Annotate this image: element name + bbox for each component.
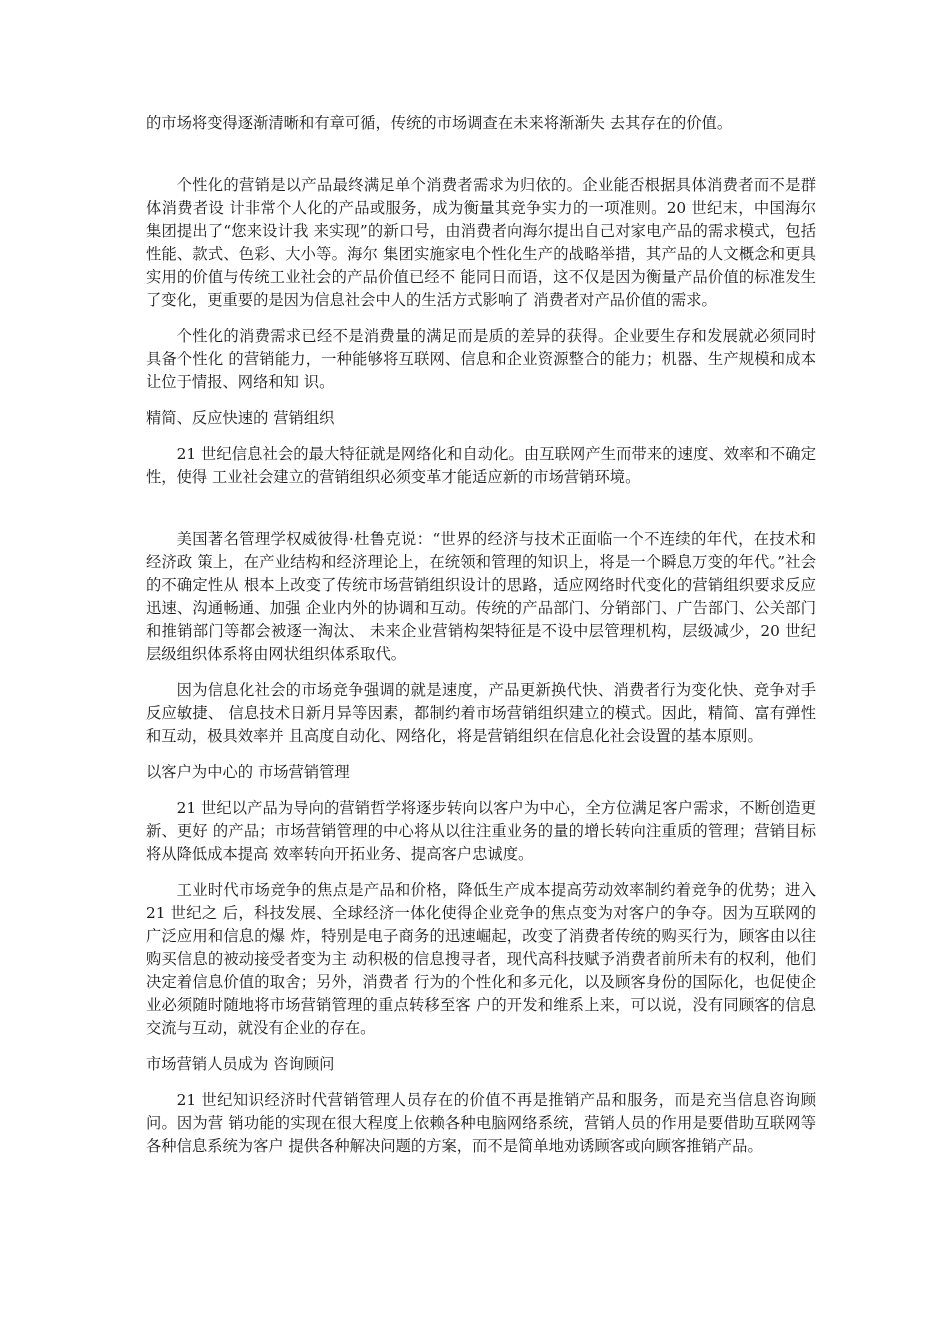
paragraph-knowledge-economy: 21 世纪知识经济时代营销管理人员存在的价值不再是推销产品和服务，而是充当信息咨询顾问。因为营 销功能的实现在很大程度上依赖各种电脑网络系统，营销人员的作用是要借助互联网等各种信息系统为客户 提供各种解决问题的方案，而不是简单地劝诱顾客或向顾客推销产品。 [146, 1091, 816, 1155]
paragraph-customer-philosophy: 21 世纪以产品为导向的营销哲学将逐步转向以客户为中心，全方位满足客户需求，不断创造更新、更好 的产品；市场营销管理的中心将从以往注重业务的量的增长转向注重质的管理；营销目标将从降低成本提高 效率转向开拓业务、提高客户忠诚度。 [146, 799, 816, 863]
paragraph-personalized-marketing: 个性化的营销是以产品最终满足单个消费者需求为归依的。企业能否根据具体消费者而不是群体消费者设 计非常个人化的产品或服务，成为衡量其竞争实力的一项准则。20 世纪末，中国海尔集团提出了“您来设计我 来实现”的新口号，由消费者向海尔提出自己对家电产品的需求模式，包括性能、款式、色彩、大小等。海尔 集团实施家电个性化生产的战略举措，其产品的人文概念和更具实用的价值与传统工业社会的产品价值已经不 能同日而语，这不仅是因为衡量产品价值的标准发生了变化，更重要的是因为信息社会中人的生活方式影响了 消费者对产品价值的需求。 [146, 176, 816, 309]
paragraph-drucker-quote: 美国著名管理学权威彼得·杜鲁克说：“世界的经济与技术正面临一个不连续的年代，在技术和经济政 策上，在产业结构和经济理论上，在统领和管理的知识上，将是一个瞬息万变的年代。”社会的不确定性从 根本上改变了传统市场营销组织设计的思路，适应网络时代变化的营销组织要求反应迅速、沟通畅通、加强 企业内外的协调和互动。传统的产品部门、分销部门、广告部门、公关部门和推销部门等都会被逐一淘汰、 未来企业营销构架特征是不设中层管理机构，层级减少，20 世纪层级组织体系将由网状组织体系取代。 [146, 530, 816, 663]
paragraph-personalized-demand: 个性化的消费需求已经不是消费量的满足而是质的差异的获得。企业要生存和发展就必须同时具备个性化 的营销能力，一种能够将互联网、信息和企业资源整合的能力；机器、生产规模和成本让位于情报、网络和知 识。 [146, 327, 816, 391]
section-heading-customer-centric: 以客户为中心的 市场营销管理 [146, 763, 350, 781]
section-heading-marketing-organization: 精简、反应快速的 营销组织 [146, 409, 335, 427]
document-page [146, 112, 816, 1158]
paragraph-industrial-competition: 工业时代市场竞争的焦点是产品和价格，降低生产成本提高劳动效率制约着竞争的优势；进入 21 世纪之 后，科技发展、全球经济一体化使得企业竞争的焦点变为对客户的争夺。因为互联网的广泛应用和信息的爆 炸，特别是电子商务的迅速崛起，改变了消费者传统的购买行为，顾客由以往购买信息的被动接受者变为主 动积极的信息搜寻者，现代高科技赋予消费者前所未有的权利，他们决定着信息价值的取舍；另外，消费者 行为的个性化和多元化，以及顾客身份的国际化，也促使企业必须随时随地将市场营销管理的重点转移至客 户的开发和维系上来，可以说，没有同顾客的信息交流与互动，就没有企业的存在。 [146, 881, 816, 1037]
paragraph-speed-competition: 因为信息化社会的市场竞争强调的就是速度，产品更新换代快、消费者行为变化快、竞争对手反应敏捷、 信息技术日新月异等因素，都制约着市场营销组织建立的模式。因此，精简、富有弹性和互动，极具效率并 且高度自动化、网络化，将是营销组织在信息化社会设置的基本原则。 [146, 681, 816, 745]
section-heading-consultants: 市场营销人员成为 咨询顾问 [146, 1055, 335, 1073]
paragraph-continuation: 的市场将变得逐渐清晰和有章可循，传统的市场调查在未来将渐渐失 去其存在的价值。 [146, 114, 733, 132]
paragraph-info-society: 21 世纪信息社会的最大特征就是网络化和自动化。由互联网产生而带来的速度、效率和不确定性，使得 工业社会建立的营销组织必须变革才能适应新的市场营销环境。 [146, 445, 816, 486]
